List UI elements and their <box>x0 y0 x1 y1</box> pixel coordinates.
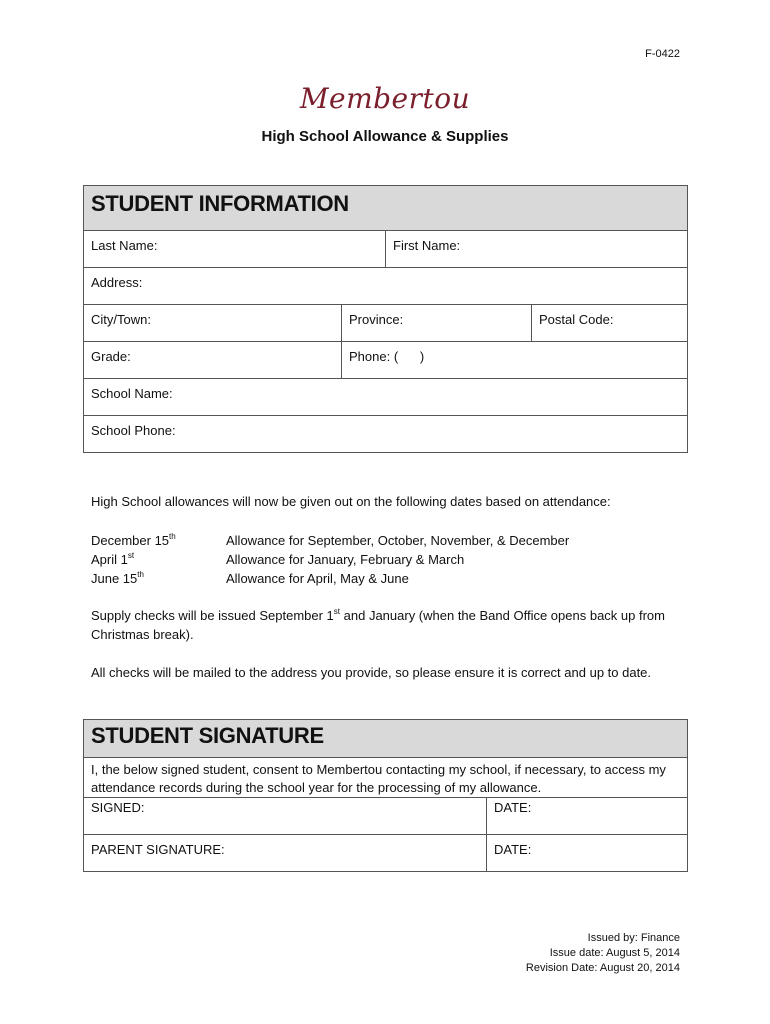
allowance-intro: High School allowances will now be given out on the following dates based on attendance: <box>91 494 611 509</box>
schedule-row <box>91 550 569 569</box>
school-name-field[interactable]: School Name: <box>84 379 688 416</box>
supply-checks-note: Supply checks will be issued September 1st and January (when the Band Office opens back up from Christmas break). <box>91 606 665 642</box>
city-town-field[interactable]: City/Town: <box>84 305 342 342</box>
parent-date-field[interactable]: DATE: <box>487 835 688 872</box>
grade-field[interactable]: Grade: <box>84 342 342 379</box>
membertou-logo: Membertou <box>299 82 471 115</box>
schedule-date: December 15th <box>91 531 176 548</box>
school-phone-field[interactable]: School Phone: <box>84 416 688 453</box>
last-name-field[interactable]: Last Name: <box>84 231 386 268</box>
schedule-row <box>91 569 569 588</box>
document-footer <box>470 931 680 976</box>
form-code: F-0422 <box>645 48 680 60</box>
province-field[interactable]: Province: <box>342 305 532 342</box>
mailing-note: All checks will be mailed to the address you provide, so please ensure it is correct and up to date. <box>91 665 652 680</box>
signed-field[interactable]: SIGNED: <box>84 798 487 835</box>
document-title: High School Allowance & Supplies <box>261 128 509 145</box>
revision-date: Revision Date: August 20, 2014 <box>525 962 680 974</box>
allowance-schedule <box>91 531 569 588</box>
issue-date: Issue date: August 5, 2014 <box>549 947 680 959</box>
parent-signature-field[interactable]: PARENT SIGNATURE: <box>84 835 487 872</box>
phone-field[interactable]: Phone: ( ) <box>342 342 688 379</box>
schedule-description: Allowance for September, October, November, & December <box>226 533 570 548</box>
schedule-date: June 15th <box>91 569 144 586</box>
student-signature-section <box>83 719 688 872</box>
schedule-description: Allowance for January, February & March <box>226 552 465 567</box>
postal-code-field[interactable]: Postal Code: <box>532 305 688 342</box>
consent-statement: I, the below signed student, consent to Membertou contacting my school, if necessary, to access my attendance records during the school year for the processing of my allowance. <box>84 758 688 798</box>
schedule-row <box>91 531 569 550</box>
issued-by: Issued by: Finance <box>587 932 680 944</box>
schedule-description: Allowance for April, May & June <box>226 571 409 586</box>
first-name-field[interactable]: First Name: <box>386 231 688 268</box>
schedule-date: April 1st <box>91 550 135 567</box>
student-information-heading: STUDENT INFORMATION <box>84 186 688 231</box>
student-date-field[interactable]: DATE: <box>487 798 688 835</box>
student-signature-heading: STUDENT SIGNATURE <box>84 720 688 758</box>
student-information-section <box>83 185 688 453</box>
address-field[interactable]: Address: <box>84 268 688 305</box>
